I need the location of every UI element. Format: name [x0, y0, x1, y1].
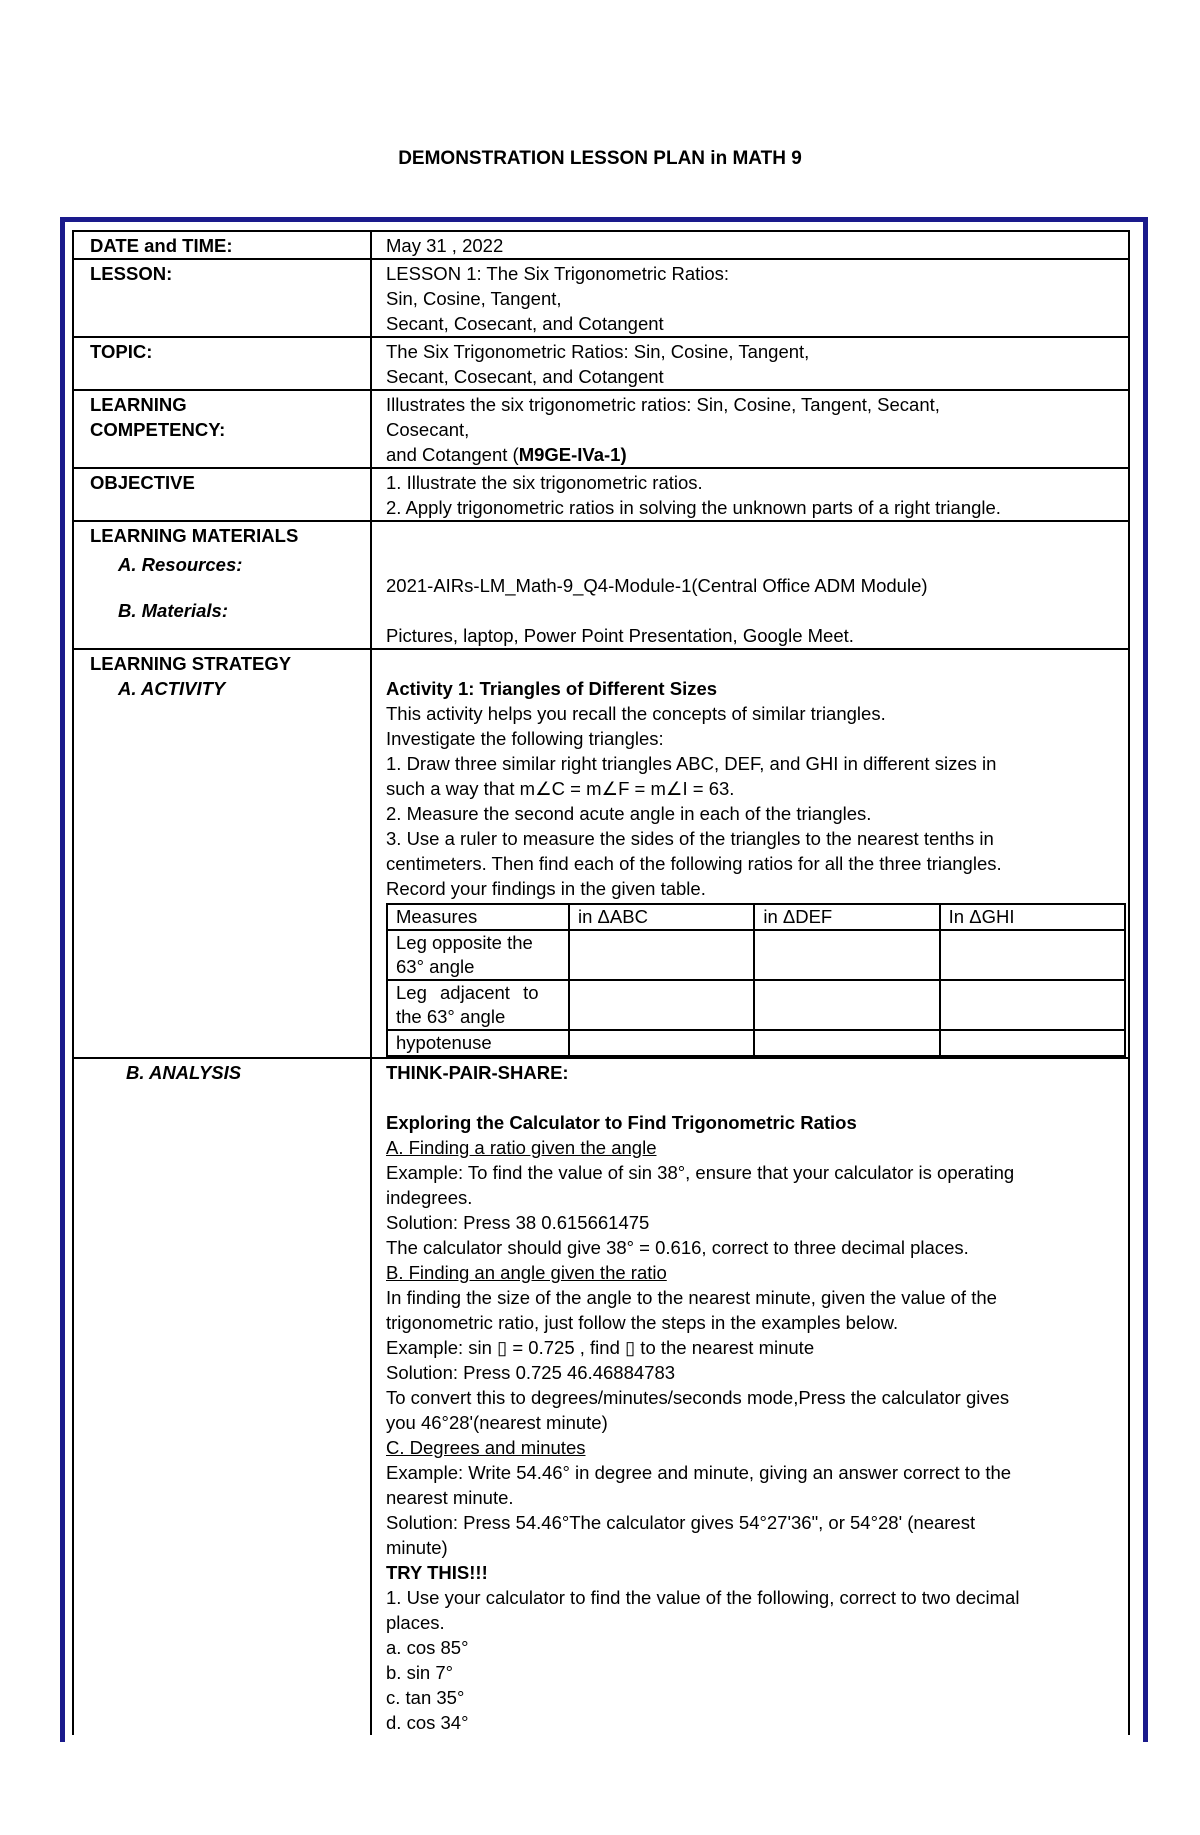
section-b-line: In finding the size of the angle to the nearest minute, given the value of the — [386, 1287, 997, 1308]
date-value: May 31 , 2022 — [371, 231, 1129, 259]
measures-table — [386, 903, 1126, 1057]
spacer — [386, 548, 1120, 573]
strategy-label: LEARNING STRATEGY — [90, 653, 292, 674]
measures-cell — [940, 930, 1125, 980]
section-c-line: Solution: Press 54.46°The calculator gives 54°27'36", or 54°28' (nearest — [386, 1512, 976, 1533]
topic-value — [371, 337, 1129, 390]
activity-line: such a way that m∠C = m∠F = m∠I = 63. — [386, 778, 735, 799]
row-analysis — [73, 1058, 1129, 1735]
measures-header: In ΔGHI — [940, 904, 1125, 930]
resources-value: 2021-AIRs-LM_Math-9_Q4-Module-1(Central Office ADM Module) — [386, 575, 928, 596]
activity-line: This activity helps you recall the concepts of similar triangles. — [386, 703, 886, 724]
section-a-line: The calculator should give 38° = 0.616, correct to three decimal places. — [386, 1237, 969, 1258]
measures-row — [387, 1030, 1125, 1056]
measures-row-label — [387, 930, 569, 980]
row-materials — [73, 521, 1129, 649]
activity-label: A. ACTIVITY — [118, 678, 226, 699]
measures-row-label-line: the 63° angle — [396, 1006, 506, 1027]
row-strategy — [73, 649, 1129, 1058]
measures-header-row — [387, 904, 1125, 930]
objective-label: OBJECTIVE — [73, 468, 371, 521]
spacer — [386, 598, 1120, 623]
materials-sub-label: B. Materials: — [118, 600, 229, 621]
strategy-label-cell — [73, 649, 371, 1058]
section-b-line: trigonometric ratio, just follow the steps in the examples below. — [386, 1312, 899, 1333]
row-objective — [73, 468, 1129, 521]
section-c-line: Example: Write 54.46° in degree and minute, giving an answer correct to the — [386, 1462, 1012, 1483]
section-a-line: indegrees. — [386, 1187, 473, 1208]
materials-value — [371, 521, 1129, 649]
measures-cell — [754, 980, 939, 1030]
try-this-line: places. — [386, 1612, 445, 1633]
analysis-value — [371, 1058, 1129, 1735]
lesson-line: LESSON 1: The Six Trigonometric Ratios: — [386, 263, 730, 284]
measures-row-label-line: Leg opposite the — [396, 932, 533, 953]
analysis-subheading: Exploring the Calculator to Find Trigonometric Ratios — [386, 1112, 857, 1133]
try-this-line: b. sin 7° — [386, 1662, 454, 1683]
activity-line: Record your findings in the given table. — [386, 878, 706, 899]
activity-line: 2. Measure the second acute angle in each of the triangles. — [386, 803, 872, 824]
measures-row-label-line: 63° angle — [396, 956, 475, 977]
materials-label-cell — [73, 521, 371, 649]
analysis-label-cell — [73, 1058, 371, 1735]
competency-line: Cosecant, — [386, 419, 470, 440]
measures-row — [387, 930, 1125, 980]
competency-value — [371, 390, 1129, 468]
page-title: DEMONSTRATION LESSON PLAN in MATH 9 — [398, 148, 802, 169]
row-topic — [73, 337, 1129, 390]
measures-cell — [569, 930, 754, 980]
competency-line-prefix: and Cotangent ( — [386, 444, 519, 465]
activity-title: Activity 1: Triangles of Different Sizes — [386, 678, 718, 699]
row-date — [73, 231, 1129, 259]
topic-label: TOPIC: — [73, 337, 371, 390]
section-c-line: minute) — [386, 1537, 448, 1558]
lesson-line: Secant, Cosecant, and Cotangent — [386, 313, 664, 334]
lesson-label: LESSON: — [73, 259, 371, 337]
section-a-line: Example: To find the value of sin 38°, ensure that your calculator is operating — [386, 1162, 1015, 1183]
row-lesson — [73, 259, 1129, 337]
competency-line — [386, 442, 1120, 467]
try-this-line: a. cos 85° — [386, 1637, 469, 1658]
date-label: DATE and TIME: — [73, 231, 371, 259]
measures-cell — [754, 1030, 939, 1056]
topic-line: Secant, Cosecant, and Cotangent — [386, 366, 664, 387]
lesson-value — [371, 259, 1129, 337]
objective-value — [371, 468, 1129, 521]
try-this-line: c. tan 35° — [386, 1687, 465, 1708]
materials-label: LEARNING MATERIALS — [90, 525, 299, 546]
spacer — [386, 1085, 1120, 1110]
lesson-line: Sin, Cosine, Tangent, — [386, 288, 562, 309]
competency-label — [73, 390, 371, 468]
measures-cell — [569, 1030, 754, 1056]
competency-code: M9GE-IVa-1) — [518, 444, 627, 465]
measures-cell — [940, 980, 1125, 1030]
activity-line: Investigate the following triangles: — [386, 728, 664, 749]
measures-row-label: hypotenuse — [387, 1030, 569, 1056]
activity-line: centimeters. Then find each of the following ratios for all the three triangles. — [386, 853, 1002, 874]
materials-list: Pictures, laptop, Power Point Presentation, Google Meet. — [386, 625, 854, 646]
section-a-line: Solution: Press 38 0.615661475 — [386, 1212, 650, 1233]
competency-line: Illustrates the six trigonometric ratios: Sin, Cosine, Tangent, Secant, — [386, 394, 940, 415]
resources-label: A. Resources: — [118, 554, 243, 575]
measures-cell — [940, 1030, 1125, 1056]
section-b-line: To convert this to degrees/minutes/seconds mode,Press the calculator gives — [386, 1387, 1010, 1408]
section-c-line: nearest minute. — [386, 1487, 514, 1508]
measures-row-label — [387, 980, 569, 1030]
section-b-line: Example: sin ▯ = 0.725 , find ▯ to the nearest minute — [386, 1337, 815, 1358]
topic-line: The Six Trigonometric Ratios: Sin, Cosine, Tangent, — [386, 341, 810, 362]
try-this-line: 1. Use your calculator to find the value of the following, correct to two decimal — [386, 1587, 1020, 1608]
section-b-title: B. Finding an angle given the ratio — [386, 1262, 667, 1283]
measures-cell — [754, 930, 939, 980]
measures-row — [387, 980, 1125, 1030]
section-b-line: Solution: Press 0.725 46.46884783 — [386, 1362, 676, 1383]
section-c-title: C. Degrees and minutes — [386, 1437, 586, 1458]
measures-row-label-line: Leg adjacent to — [396, 982, 539, 1003]
activity-line: 1. Draw three similar right triangles ABC, DEF, and GHI in different sizes in — [386, 753, 997, 774]
try-this-line: d. cos 34° — [386, 1712, 469, 1733]
section-a-title: A. Finding a ratio given the angle — [386, 1137, 657, 1158]
objective-line: 1. Illustrate the six trigonometric ratios. — [386, 472, 703, 493]
measures-cell — [569, 980, 754, 1030]
section-b-line: you 46°28'(nearest minute) — [386, 1412, 608, 1433]
strategy-value — [371, 649, 1129, 1058]
spacer — [386, 651, 1120, 676]
measures-header: Measures — [387, 904, 569, 930]
analysis-heading: THINK-PAIR-SHARE: — [386, 1062, 569, 1083]
competency-label-line: LEARNING — [90, 394, 187, 415]
measures-header: in ΔABC — [569, 904, 754, 930]
analysis-label: B. ANALYSIS — [126, 1062, 242, 1083]
lesson-plan-table — [72, 230, 1130, 1735]
spacer — [386, 523, 1120, 548]
measures-header: in ΔDEF — [754, 904, 939, 930]
activity-line: 3. Use a ruler to measure the sides of the triangles to the nearest tenths in — [386, 828, 994, 849]
try-this-title: TRY THIS!!! — [386, 1562, 488, 1583]
objective-line: 2. Apply trigonometric ratios in solving the unknown parts of a right triangle. — [386, 497, 1001, 518]
row-competency — [73, 390, 1129, 468]
competency-label-line: COMPETENCY: — [90, 419, 226, 440]
